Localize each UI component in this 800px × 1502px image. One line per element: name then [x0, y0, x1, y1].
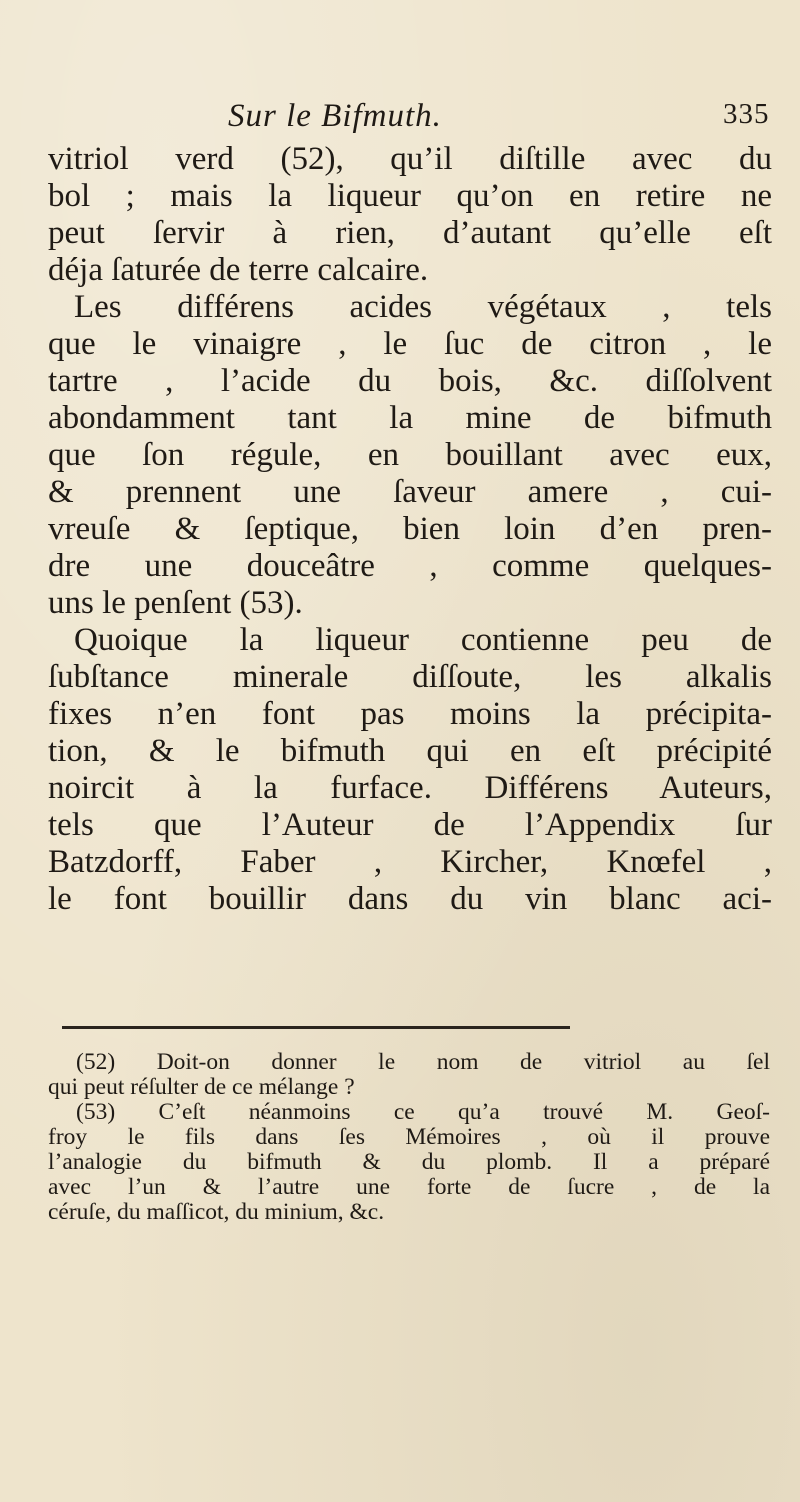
text-line: dre une douceâtre , comme quelques-	[48, 548, 772, 584]
text-line: abondamment tant la mine de bifmuth	[48, 400, 772, 436]
text-line: que ſon régule, en bouillant avec eux,	[48, 437, 772, 473]
text-line: Quoique la liqueur contienne peu de	[74, 622, 772, 658]
text-line: déja ſaturée de terre calcaire.	[48, 252, 429, 288]
text-line: tels que l’Auteur de l’Appendix ſur	[48, 807, 772, 843]
text-line: tartre , l’acide du bois, &c. diſſolvent	[48, 363, 772, 399]
footnote-line: (53) C’eſt néanmoins ce qu’a trouvé M. Geoſ-	[76, 1099, 770, 1125]
text-line: uns le penſent (53).	[48, 585, 303, 621]
text-line: vreuſe & ſeptique, bien loin d’en pren-	[48, 511, 772, 547]
footnote-line: qui peut réſulter de ce mélange ?	[48, 1074, 355, 1100]
running-head	[0, 98, 800, 142]
footnote-line: froy le fils dans ſes Mémoires , où il prouve	[48, 1124, 770, 1150]
text-line: le font bouillir dans du vin blanc aci-	[48, 881, 772, 917]
footnotes	[48, 1050, 770, 1225]
text-line: Les différens acides végétaux , tels	[74, 289, 772, 325]
running-title: Sur le Bifmuth.	[228, 98, 442, 134]
footnote-line: (52) Doit-on donner le nom de vitriol au ſel	[76, 1049, 770, 1075]
text-line: fixes n’en font pas moins la précipita-	[48, 696, 772, 732]
text-line: peut ſervir à rien, d’autant qu’elle eſt	[48, 215, 772, 251]
text-line: tion, & le bifmuth qui en eſt précipité	[48, 733, 772, 769]
footnote-line: céruſe, du maſſicot, du minium, &c.	[48, 1199, 385, 1225]
text-line: vitriol verd (52), qu’il diſtille avec du	[48, 141, 772, 177]
text-line: Batzdorff, Faber , Kircher, Knœfel ,	[48, 844, 772, 880]
text-line: que le vinaigre , le ſuc de citron , le	[48, 326, 772, 362]
page-number: 335	[723, 98, 770, 130]
text-line: ſubſtance minerale diſſoute, les alkalis	[48, 659, 772, 695]
footnote-line: l’analogie du bifmuth & du plomb. Il a préparé	[48, 1149, 770, 1175]
text-line: & prennent une ſaveur amere , cui-	[48, 474, 772, 510]
body-text	[48, 141, 772, 918]
text-line: bol ; mais la liqueur qu’on en retire ne	[48, 178, 772, 214]
text-line: noircit à la furface. Différens Auteurs,	[48, 770, 772, 806]
footnote-line: avec l’un & l’autre une forte de ſucre , de la	[48, 1174, 770, 1200]
footnote-rule	[62, 1026, 570, 1029]
